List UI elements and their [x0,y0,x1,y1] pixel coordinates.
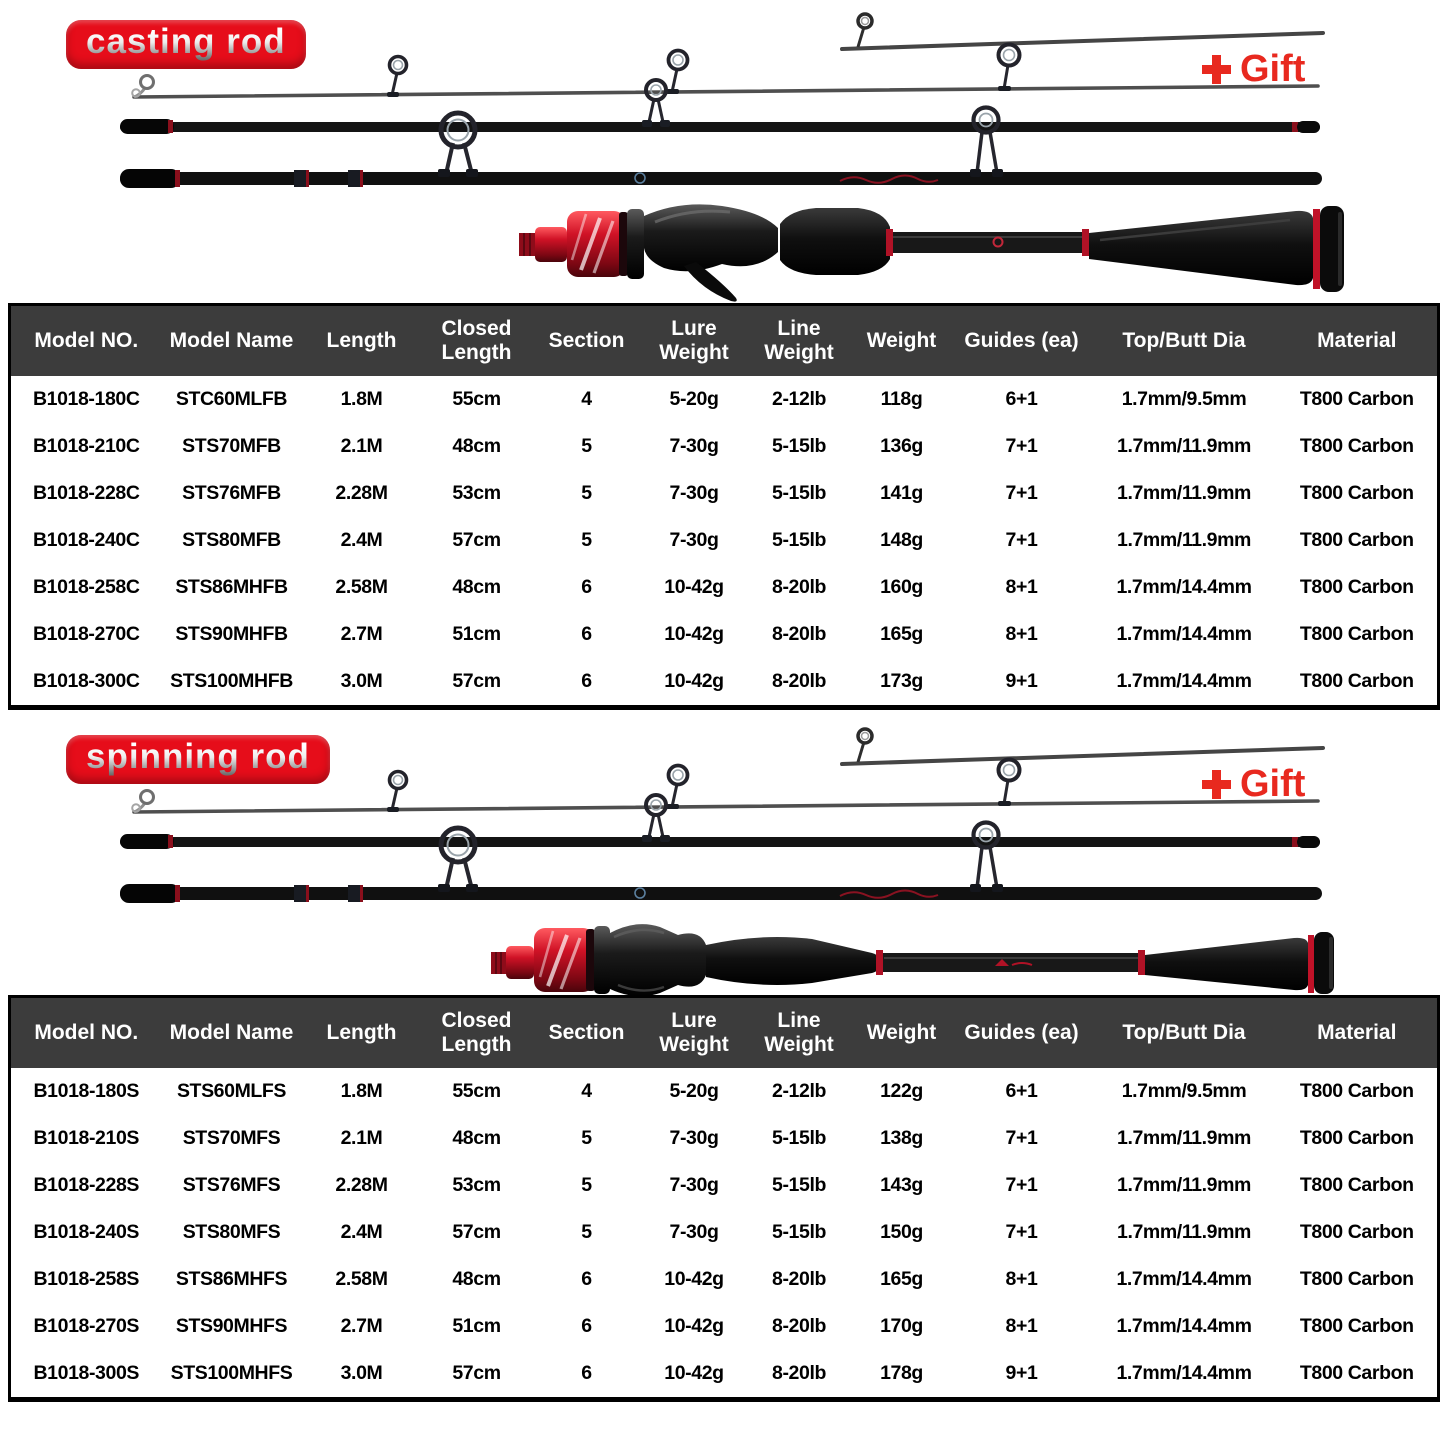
spec-cell: 8-20lb [772,623,826,645]
spec-cell: 7+1 [1005,1174,1038,1196]
spec-cell: STS76MFB [182,482,281,504]
spec-cell: B1018-258S [33,1268,139,1290]
spec-cell: 1.7mm/9.5mm [1121,388,1247,410]
spec-cell: 2.28M [335,1174,388,1196]
spec-cell: 51cm [452,623,501,645]
spec-cell: 2.7M [340,623,383,645]
spec-cell: 57cm [452,529,501,551]
column-header: Line Weight [747,997,852,1069]
spec-cell: 48cm [452,576,501,598]
spec-cell: STS60MLFS [176,1080,287,1102]
spec-cell: 5 [581,1221,592,1243]
spec-cell: B1018-180C [32,388,140,410]
spec-cell: T800 Carbon [1299,1080,1414,1102]
spec-cell: 2.58M [335,1268,388,1290]
spec-cell: 7+1 [1005,482,1038,504]
badge-label: spinning rod [86,737,310,776]
spec-cell: STS86MHFB [175,576,288,598]
spinning-spec-table [8,995,1440,1402]
spec-cell: 57cm [452,1362,501,1384]
spec-cell: 8-20lb [772,576,826,598]
spec-cell: 57cm [452,670,501,692]
spec-cell: T800 Carbon [1299,1174,1414,1196]
spec-cell: 2.28M [335,482,388,504]
spec-cell: 7-30g [669,1221,719,1243]
spec-cell: 10-42g [664,1315,724,1337]
spec-cell: 136g [880,435,923,457]
spec-cell: 7-30g [669,1127,719,1149]
spec-cell: 141g [880,482,923,504]
spec-row [10,1350,1439,1400]
spec-cell: 8+1 [1005,1268,1038,1290]
spec-cell: STC60MLFB [175,388,288,410]
spec-cell: 173g [880,670,923,692]
spinning-gift-label [1202,763,1305,806]
column-header: Guides (ea) [952,305,1092,377]
spec-cell: 2-12lb [772,1080,826,1102]
spec-cell: 48cm [452,435,501,457]
spec-cell: 8-20lb [772,1268,826,1290]
spec-cell: 5-15lb [772,529,826,551]
casting-spec-table [8,303,1440,710]
spec-cell: B1018-210C [32,435,140,457]
spec-cell: B1018-300S [33,1362,139,1384]
column-header: Model Name [162,305,302,377]
spec-cell: T800 Carbon [1299,670,1414,692]
spec-cell: 5 [581,1174,592,1196]
column-header: Closed Length [422,305,532,377]
spec-row [10,1115,1439,1162]
spec-cell: STS100MHFB [170,670,293,692]
spec-cell: 2.1M [340,435,383,457]
plus-icon [1202,770,1231,799]
spec-cell: 6 [581,670,592,692]
column-header: Line Weight [747,305,852,377]
spec-cell: 7-30g [669,482,719,504]
spec-cell: 1.7mm/11.9mm [1117,529,1251,551]
column-header: Lure Weight [642,997,747,1069]
spec-cell: B1018-210S [33,1127,139,1149]
spec-cell: 160g [880,576,923,598]
spec-cell: 3.0M [340,670,383,692]
spec-cell: STS70MFB [182,435,281,457]
column-header: Section [532,997,642,1069]
spec-cell: 138g [880,1127,923,1149]
spec-cell: 1.8M [340,388,383,410]
spec-cell: B1018-228C [32,482,140,504]
spec-cell: 5-15lb [772,1174,826,1196]
spec-cell: 122g [880,1080,923,1102]
spec-cell: STS90MHFB [175,623,288,645]
spec-cell: B1018-270C [32,623,140,645]
spinning-rod-badge [66,735,330,784]
spec-cell: T800 Carbon [1299,1221,1414,1243]
spec-cell: 1.7mm/14.4mm [1116,576,1252,598]
spec-cell: 2.4M [340,1221,383,1243]
spec-cell: 1.7mm/11.9mm [1117,1127,1251,1149]
spec-cell: 2-12lb [772,388,826,410]
spec-cell: 8-20lb [772,1315,826,1337]
eva-fore-grip [780,208,890,275]
spec-cell: T800 Carbon [1299,388,1414,410]
eva-rear-grip [1145,938,1308,990]
spec-cell: 1.7mm/14.4mm [1116,670,1252,692]
spec-cell: B1018-258C [32,576,140,598]
spec-cell: 118g [880,388,923,410]
spec-cell: 53cm [452,482,501,504]
spec-row [10,1068,1439,1115]
column-header: Closed Length [422,997,532,1069]
spec-cell: 150g [880,1221,923,1243]
spec-cell: 10-42g [664,1362,724,1384]
spec-row [10,658,1439,708]
spec-cell: STS80MFS [182,1221,281,1243]
casting-gift-label [1202,48,1305,91]
column-header: Model Name [162,997,302,1069]
spec-row [10,1162,1439,1209]
spec-cell: 6 [581,576,592,598]
header-row [10,305,1439,377]
spec-cell: 10-42g [664,670,724,692]
spec-cell: 1.7mm/14.4mm [1116,1315,1252,1337]
spec-cell: 5 [581,435,592,457]
spec-cell: 2.58M [335,576,388,598]
column-header: Model NO. [10,305,162,377]
reel-seat [644,204,778,271]
spec-cell: 165g [880,623,923,645]
spec-cell: 170g [880,1315,923,1337]
spec-cell: 10-42g [664,623,724,645]
spec-row [10,564,1439,611]
spec-cell: 1.7mm/14.4mm [1116,623,1252,645]
spec-cell: 5-20g [669,1080,719,1102]
spec-row [10,376,1439,423]
spec-cell: 6 [581,1315,592,1337]
spec-cell: STS86MHFS [175,1268,288,1290]
spec-cell: B1018-270S [33,1315,139,1337]
spec-cell: 5-20g [669,388,719,410]
plus-icon [1202,55,1231,84]
spec-cell: 5-15lb [772,1221,826,1243]
spec-cell: T800 Carbon [1299,482,1414,504]
column-header: Material [1277,305,1439,377]
spec-cell: 55cm [452,1080,501,1102]
spec-cell: 6+1 [1005,388,1038,410]
spec-cell: T800 Carbon [1299,1127,1414,1149]
spec-cell: B1018-300C [32,670,140,692]
spec-cell: 8-20lb [772,670,826,692]
column-header: Material [1277,997,1439,1069]
spec-cell: 1.7mm/11.9mm [1117,482,1251,504]
gift-text: Gift [1240,763,1306,805]
column-header: Weight [852,997,952,1069]
spec-cell: 53cm [452,1174,501,1196]
spec-row [10,1256,1439,1303]
spec-row [10,1209,1439,1256]
spec-cell: 8+1 [1005,1315,1038,1337]
casting-rod-badge [66,20,306,69]
spec-cell: 1.7mm/11.9mm [1117,435,1251,457]
spec-cell: 6 [581,623,592,645]
column-header: Top/Butt Dia [1092,305,1277,377]
spec-cell: 4 [581,1080,592,1102]
spec-cell: 48cm [452,1268,501,1290]
trigger-grip [684,262,737,302]
spec-cell: 5-15lb [772,1127,826,1149]
gift-text: Gift [1240,48,1306,90]
spec-cell: 1.7mm/11.9mm [1117,1174,1251,1196]
spinning-photo-section [0,715,1445,995]
spec-cell: 48cm [452,1127,501,1149]
spec-cell: 7+1 [1005,1127,1038,1149]
spec-cell: 6+1 [1005,1080,1038,1102]
spec-cell: T800 Carbon [1299,623,1414,645]
spec-cell: 8-20lb [772,1362,826,1384]
spec-cell: 4 [581,388,592,410]
spec-cell: B1018-240S [33,1221,139,1243]
spec-cell: 8+1 [1005,623,1038,645]
spinning-handle [491,924,1334,995]
spec-cell: 1.7mm/11.9mm [1117,1221,1251,1243]
column-header: Length [302,997,422,1069]
spec-cell: 51cm [452,1315,501,1337]
spec-cell: T800 Carbon [1299,435,1414,457]
spec-cell: 5-15lb [772,435,826,457]
spec-cell: 9+1 [1005,670,1038,692]
casting-handle [519,204,1344,301]
reel-seat [610,924,706,995]
spec-cell: 5 [581,482,592,504]
spec-cell: STS100MHFS [170,1362,293,1384]
badge-label: casting rod [86,22,286,61]
spec-cell: 5-15lb [772,482,826,504]
spec-cell: 9+1 [1005,1362,1038,1384]
eva-fore-grip [706,937,880,985]
column-header: Lure Weight [642,305,747,377]
spec-cell: 2.7M [340,1315,383,1337]
spec-cell: 6 [581,1268,592,1290]
spec-cell: STS80MFB [182,529,281,551]
spec-cell: 7+1 [1005,1221,1038,1243]
spec-cell: 55cm [452,388,501,410]
spec-cell: 1.8M [340,1080,383,1102]
spec-cell: 5 [581,529,592,551]
spec-cell: 2.1M [340,1127,383,1149]
spec-cell: 6 [581,1362,592,1384]
spec-cell: T800 Carbon [1299,1268,1414,1290]
spec-cell: 7-30g [669,529,719,551]
spec-cell: STS70MFS [182,1127,281,1149]
spec-cell: T800 Carbon [1299,576,1414,598]
spec-row [10,423,1439,470]
spec-cell: 2.4M [340,529,383,551]
spec-cell: B1018-228S [33,1174,139,1196]
spec-cell: 3.0M [340,1362,383,1384]
spec-cell: 7+1 [1005,435,1038,457]
spec-cell: STS90MHFS [175,1315,288,1337]
column-header: Guides (ea) [952,997,1092,1069]
spec-cell: T800 Carbon [1299,1362,1414,1384]
spec-cell: 165g [880,1268,923,1290]
spec-cell: 143g [880,1174,923,1196]
spec-cell: 7+1 [1005,529,1038,551]
spec-row [10,611,1439,658]
spec-cell: T800 Carbon [1299,529,1414,551]
spec-cell: 1.7mm/9.5mm [1121,1080,1247,1102]
spec-cell: T800 Carbon [1299,1315,1414,1337]
column-header: Section [532,305,642,377]
spec-row [10,470,1439,517]
spec-cell: 10-42g [664,1268,724,1290]
column-header: Top/Butt Dia [1092,997,1277,1069]
spec-cell: 7-30g [669,435,719,457]
spec-cell: B1018-180S [33,1080,139,1102]
spec-cell: B1018-240C [32,529,140,551]
spec-row [10,1303,1439,1350]
spec-cell: 5 [581,1127,592,1149]
spec-cell: 57cm [452,1221,501,1243]
header-row [10,997,1439,1069]
spec-cell: 1.7mm/14.4mm [1116,1362,1252,1384]
spec-cell: 178g [880,1362,923,1384]
spec-cell: 1.7mm/14.4mm [1116,1268,1252,1290]
column-header: Model NO. [10,997,162,1069]
casting-photo-section [0,0,1445,303]
spec-cell: STS76MFS [182,1174,281,1196]
spec-cell: 10-42g [664,576,724,598]
spec-cell: 148g [880,529,923,551]
column-header: Length [302,305,422,377]
column-header: Weight [852,305,952,377]
spec-cell: 7-30g [669,1174,719,1196]
spec-row [10,517,1439,564]
spec-cell: 8+1 [1005,576,1038,598]
